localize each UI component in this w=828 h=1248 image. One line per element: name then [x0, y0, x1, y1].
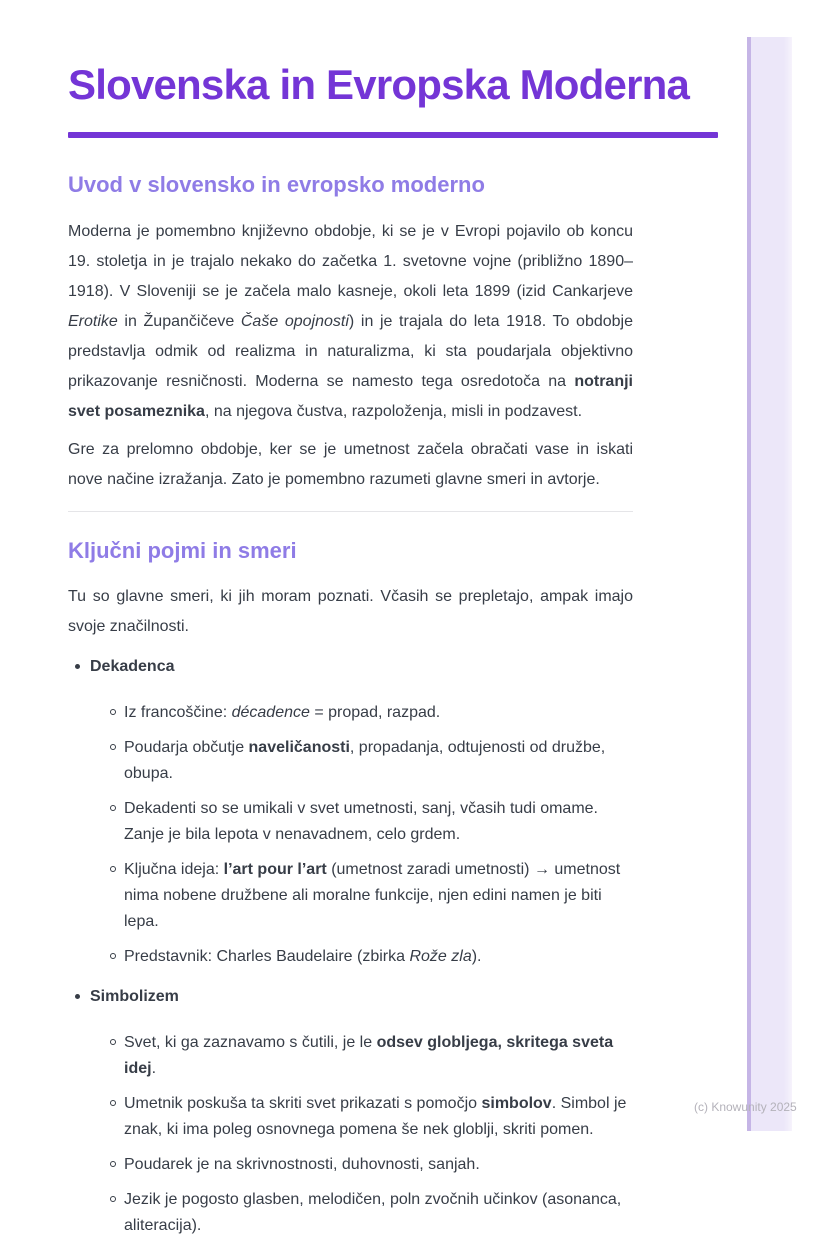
text-run: naveličanosti: [248, 738, 350, 756]
paragraph: [68, 217, 633, 427]
circle-bullet-icon: [108, 700, 124, 726]
text-run: Svet, ki ga zaznavamo s čutili, je le: [124, 1033, 377, 1051]
sub-list-item: [68, 1091, 633, 1143]
copyright-watermark: (c) Knowunity 2025: [694, 1100, 797, 1114]
title-underline-rule: [68, 132, 718, 138]
text-run: Iz francoščine:: [124, 703, 232, 721]
text-run: Poudarek je na skrivnostnosti, duhovnosti, sanjah.: [124, 1155, 480, 1173]
text-run: Erotike: [68, 312, 118, 330]
text-run: décadence: [231, 703, 310, 721]
text-run: Dekadenti so se umikali v svet umetnosti, sanj, včasih tudi omame. Zanje je bila lepota v nenavadnem, celo grdem.: [124, 799, 598, 843]
page-edge-strip: [747, 37, 792, 1131]
text-run: Poudarja občutje: [124, 738, 249, 756]
text-run: , na njegova čustva, razpoloženja, misli in podzavest.: [204, 402, 583, 420]
sub-list-item-text: [124, 1091, 633, 1143]
text-run: (umetnost zaradi umetnosti) → umetnost nima nobene družbene ali moralne funkcije, njen edini namen je biti lepa.: [124, 860, 621, 930]
list-item-row: [68, 654, 633, 680]
circle-bullet-icon: [108, 1091, 124, 1117]
section-uvod-paragraphs: [68, 217, 633, 495]
sub-list-item-text: [124, 1187, 633, 1239]
sub-list-item-text: [124, 1152, 633, 1178]
text-run: simbolov: [481, 1094, 552, 1112]
circle-bullet-icon: [108, 796, 124, 822]
sub-list-item-text: [124, 857, 633, 935]
page-title: Slovenska in Evropska Moderna: [68, 61, 690, 108]
sub-list-item: [68, 1187, 633, 1239]
section-kljucni-paragraphs: [68, 582, 633, 642]
text-run: ).: [471, 947, 482, 965]
sub-list-item: [68, 796, 633, 848]
text-run: Rože zla: [409, 947, 472, 965]
sub-list-item: [68, 1152, 633, 1178]
list-item-row: [68, 984, 633, 1010]
bullet-icon: [68, 984, 90, 1010]
circle-bullet-icon: [108, 1030, 124, 1056]
text-run: odsev globljega, skritega sveta idej: [124, 1033, 614, 1077]
section-heading-kljucni: Ključni pojmi in smeri: [68, 537, 297, 563]
list-item: [68, 654, 633, 970]
section-uvod: [68, 172, 633, 494]
concept-list: [68, 654, 633, 1239]
circle-bullet-icon: [108, 1152, 124, 1178]
sub-list-item-text: [124, 1030, 633, 1082]
circle-bullet-icon: [108, 857, 124, 883]
bullet-icon: [68, 654, 90, 680]
text-run: Čaše opojnosti: [240, 312, 349, 330]
circle-bullet-icon: [108, 1187, 124, 1213]
text-run: Ključna ideja:: [124, 860, 224, 878]
section-heading-uvod: Uvod v slovensko in evropsko moderno: [68, 172, 485, 198]
sub-list-item: [68, 944, 633, 970]
text-run: , propadanja, odtujenosti od družbe, obupa.: [124, 738, 606, 782]
list-item-label: Simbolizem: [90, 987, 179, 1005]
sub-list-item-text: [124, 944, 633, 970]
sub-list-item: [68, 700, 633, 726]
text-run: .: [151, 1059, 157, 1077]
sub-list: [68, 700, 633, 970]
text-run: Umetnik poskuša ta skriti svet prikazati s pomočjo: [124, 1094, 482, 1112]
sub-list-item: [68, 857, 633, 935]
sub-list-item-text: [124, 796, 633, 848]
section-divider: [68, 511, 633, 512]
list-item: [68, 984, 633, 1239]
text-run: . Simbol je znak, ki ima poleg osnovnega pomena še nek globlji, skriti pomen.: [124, 1094, 627, 1138]
page-content: [68, 0, 690, 1248]
sub-list-item-text: [124, 735, 633, 787]
text-run: in Župančičeve: [117, 312, 241, 330]
text-run: Gre za prelomno obdobje, ker se je umetnost začela obračati vase in iskati nove načine izražanja. Zato je pomembno razumeti glavne smeri in avtorje.: [68, 440, 633, 488]
text-run: = propad, razpad.: [309, 703, 441, 721]
text-run: notranji svet posameznika: [68, 372, 633, 420]
text-run: Moderna je pomembno književno obdobje, ki se je v Evropi pojavilo ob koncu 19. stoletja in je trajalo nekako do začetka 1. svetovne vojne (približno 1890–1918). V Sloveniji se je začela malo kasneje, okoli leta 1899 (izid Cankarjeve: [68, 222, 633, 300]
text-run: Predstavnik: Charles Baudelaire (zbirka: [124, 947, 410, 965]
circle-bullet-icon: [108, 735, 124, 761]
list-item-label: Dekadenca: [90, 657, 175, 675]
paragraph: [68, 435, 633, 495]
text-run: Tu so glavne smeri, ki jih moram poznati. Včasih se prepletajo, ampak imajo svoje značilnosti.: [68, 587, 633, 635]
sub-list-item: [68, 735, 633, 787]
text-run: Jezik je pogosto glasben, melodičen, poln zvočnih učinkov (asonanca, aliteracija).: [124, 1190, 622, 1234]
sub-list-item-text: [124, 700, 633, 726]
circle-bullet-icon: [108, 944, 124, 970]
sub-list-item: [68, 1030, 633, 1082]
sub-list: [68, 1030, 633, 1239]
paragraph: [68, 582, 633, 642]
text-run: ) in je trajala do leta 1918. To obdobje predstavlja odmik od realizma in naturalizma, ki sta poudarjala objektivno prikazovanje resničnosti. Moderna se namesto tega osredotoča na: [68, 312, 634, 390]
section-kljucni: [68, 538, 633, 1239]
text-run: l’art pour l’art: [223, 860, 327, 878]
